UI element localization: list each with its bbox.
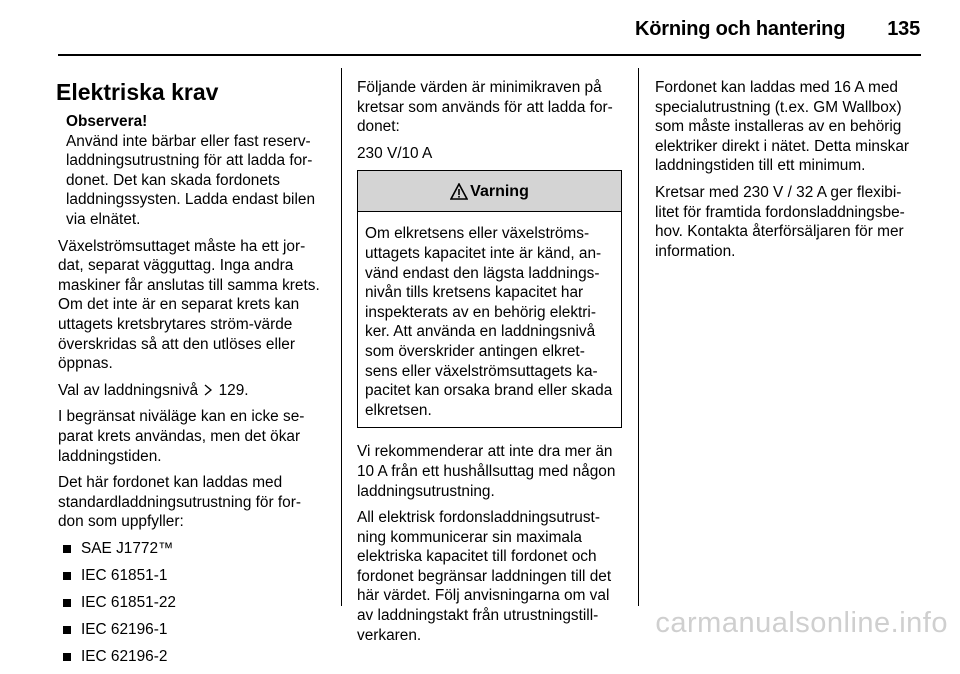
paragraph: Det här fordonet kan laddas med standardladdningsutrustning för for-don som uppfyller: [58,474,301,531]
minimum-value: 230 V/10 A [357,144,433,162]
reference-page-link[interactable]: 129. [218,381,249,399]
bullet-icon [63,626,71,634]
list-item: IEC 61851-22 [58,593,326,613]
list-item: IEC 62196-1 [58,620,326,640]
warning-triangle-icon [450,183,468,200]
column-1 [58,72,326,674]
paragraph: All elektrisk fordonsladdningsutrust-ning kommunicerar sin maximala elektriska kapacitet till fordonet och fordonet begränsar laddningen till det här värdet. Följ anvisningarna om val av laddningstakt från utrustningstill-verkaren. [357,509,612,644]
note-title: Observera! [66,113,148,130]
warning-text: Om elkretsens eller växelströms-uttagets kapacitet inte är känd, an-vänd endast den lägsta laddnings-nivån tills kretsens kapacitet har inspekterats av en behörig elektri-ker. Att använda en laddningsnivå som överskrider antingen elkret-sens eller växelströmsuttagets ka-pacitet kan orsaka brand eller skada elkretsen. [365,225,613,419]
standards-list [58,539,326,667]
column-divider-1 [341,68,342,606]
reference-text: Val av laddningsnivå [58,381,199,399]
paragraph: I begränsat niväläge kan en icke se-parat krets användas, men det ökar laddningstiden. [58,408,305,465]
warning-box [357,170,622,428]
page-number: 135 [887,18,920,40]
note-box [58,112,326,230]
column-divider-2 [638,68,639,606]
page-reference-arrow-icon [202,384,214,396]
paragraph: Fordonet kan laddas med 16 A med specialutrustning (t.ex. GM Wallbox) som måste installeras av en behörig elektriker direkt i nätet. Detta minskar laddningstiden till ett minimum. [655,79,910,175]
header-rule [58,54,921,56]
warning-header [358,171,621,212]
paragraph: Följande värden är minimikraven på kretsar som används för att ladda for-donet: [357,79,613,136]
section-title: Elektriska krav [56,79,219,105]
note-text: Använd inte bärbar eller fast reserv-laddningsutrustning för att ladda for-donet. Det kan skada fordonets laddningssysten. Ladda endast bilen via elnätet. [66,132,316,228]
bullet-icon [63,545,71,553]
bullet-icon [63,572,71,580]
column-3 [655,78,923,268]
column-2 [357,78,622,652]
list-item: IEC 61851-1 [58,566,326,586]
paragraph: Kretsar med 230 V / 32 A ger flexibi-litet för framtida fordonsladdningsbe-hov. Kontakta återförsäljaren för mer information. [655,183,905,260]
paragraph: Vi rekommenderar att inte dra mer än 10 A från ett hushållsuttag med någon laddningsutrustning. [357,443,616,500]
watermark: carmanualsonline.info [655,607,948,639]
charging-level-reference [58,381,326,401]
header-title: Körning och hantering [634,18,846,40]
warning-title: Varning [470,182,529,200]
bullet-icon [63,653,71,661]
list-item: IEC 62196-2 [58,647,326,667]
page-header [635,18,920,41]
list-item: SAE J1772™ [58,539,326,559]
bullet-icon [63,599,71,607]
paragraph: Växelströmsuttaget måste ha ett jor-dat, separat vägguttag. Inga andra maskiner får anslutas till samma krets. Om det inte är en separat krets kan uttagets kretsbrytares ström-värde överskridas så att den utlöses eller öppnas. [58,237,320,373]
